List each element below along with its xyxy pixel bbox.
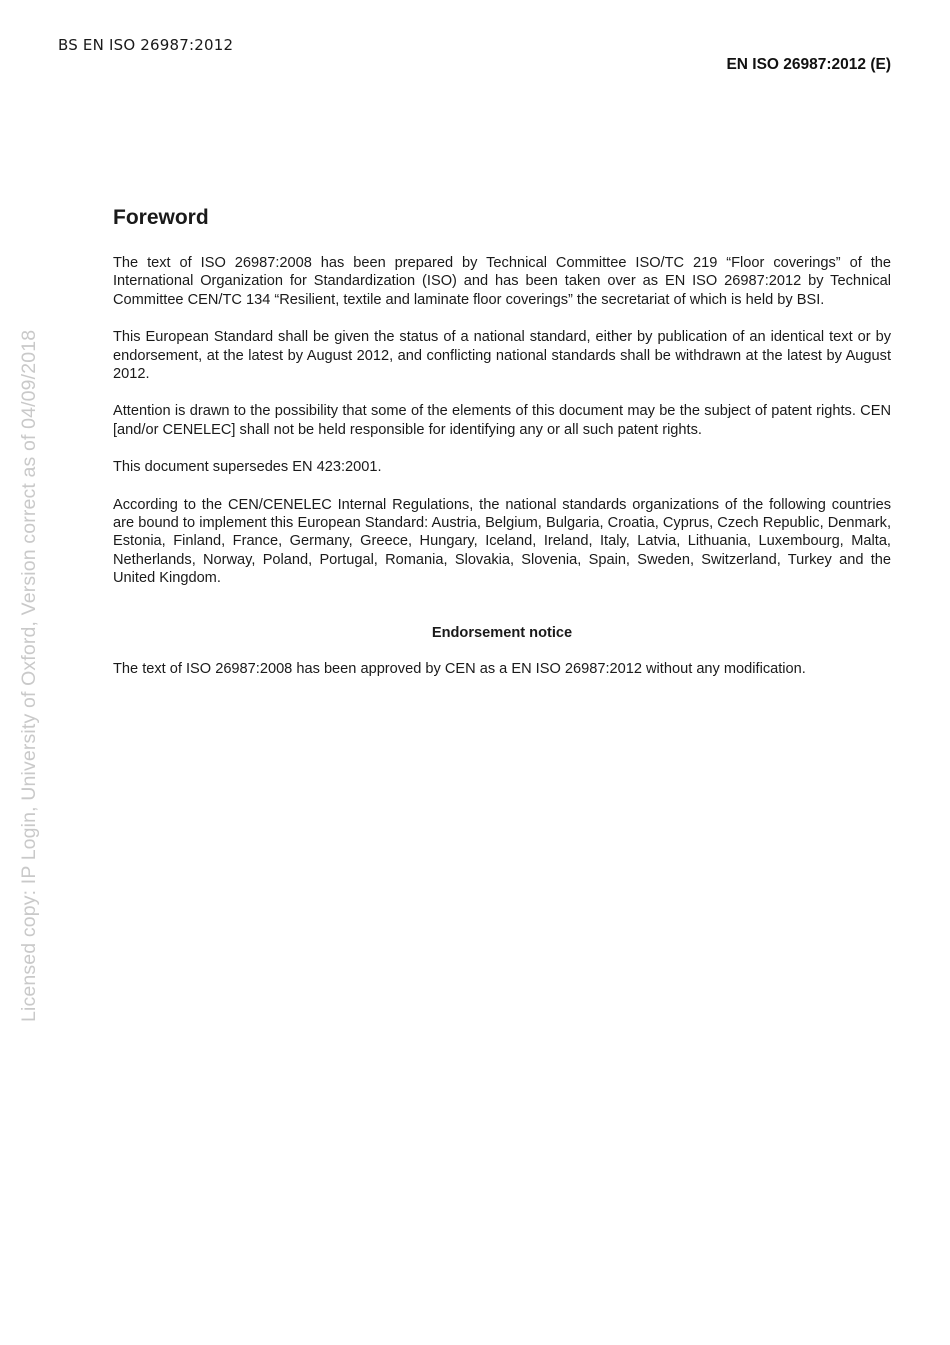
- bs-standard-number: BS EN ISO 26987:2012: [58, 36, 234, 54]
- foreword-paragraph: This document supersedes EN 423:2001.: [113, 459, 382, 476]
- foreword-paragraph: This European Standard shall be given the status of a national standard, either by publication of an identical text or by endorsement, at the latest by August 2012, and conflicting national standards shall be withdrawn at the latest by August 2012.: [113, 329, 891, 383]
- license-watermark: Licensed copy: IP Login, University of Oxford, Version correct as of 04/09/2018: [18, 329, 40, 1022]
- foreword-paragraph: The text of ISO 26987:2008 has been prepared by Technical Committee ISO/TC 219 “Floor coverings” of the International Organization for Standardization (ISO) and has been taken over as EN ISO 26987:2012 by Technical Committee CEN/TC 134 “Resilient, textile and laminate floor coverings” the secretariat of which is held by BSI.: [113, 255, 891, 308]
- foreword-paragraph: According to the CEN/CENELEC Internal Regulations, the national standards organizations of the following countries are bound to implement this European Standard: Austria, Belgium, Bulgaria, Croatia, Cyprus, Czech Republic, Denmark, Estonia, Finland, France, Germany, Greece, Hungary, Iceland, Ireland, Italy, Latvia, Lithuania, Luxembourg, Malta, Netherlands, Norway, Poland, Portugal, Romania, Slovakia, Slovenia, Spain, Sweden, Switzerland, Turkey and the United Kingdom.: [113, 496, 891, 587]
- foreword-section: [113, 206, 891, 697]
- endorsement-notice-heading: Endorsement notice: [431, 624, 573, 641]
- foreword-heading: Foreword: [113, 206, 209, 229]
- endorsement-notice-text: The text of ISO 26987:2008 has been approved by CEN as a EN ISO 26987:2012 without any modification.: [113, 660, 806, 677]
- en-standard-number: EN ISO 26987:2012 (E): [726, 56, 891, 73]
- foreword-paragraph: Attention is drawn to the possibility that some of the elements of this document may be the subject of patent rights. CEN [and/or CENELEC] shall not be held responsible for identifying any or all such patent rights.: [113, 403, 891, 438]
